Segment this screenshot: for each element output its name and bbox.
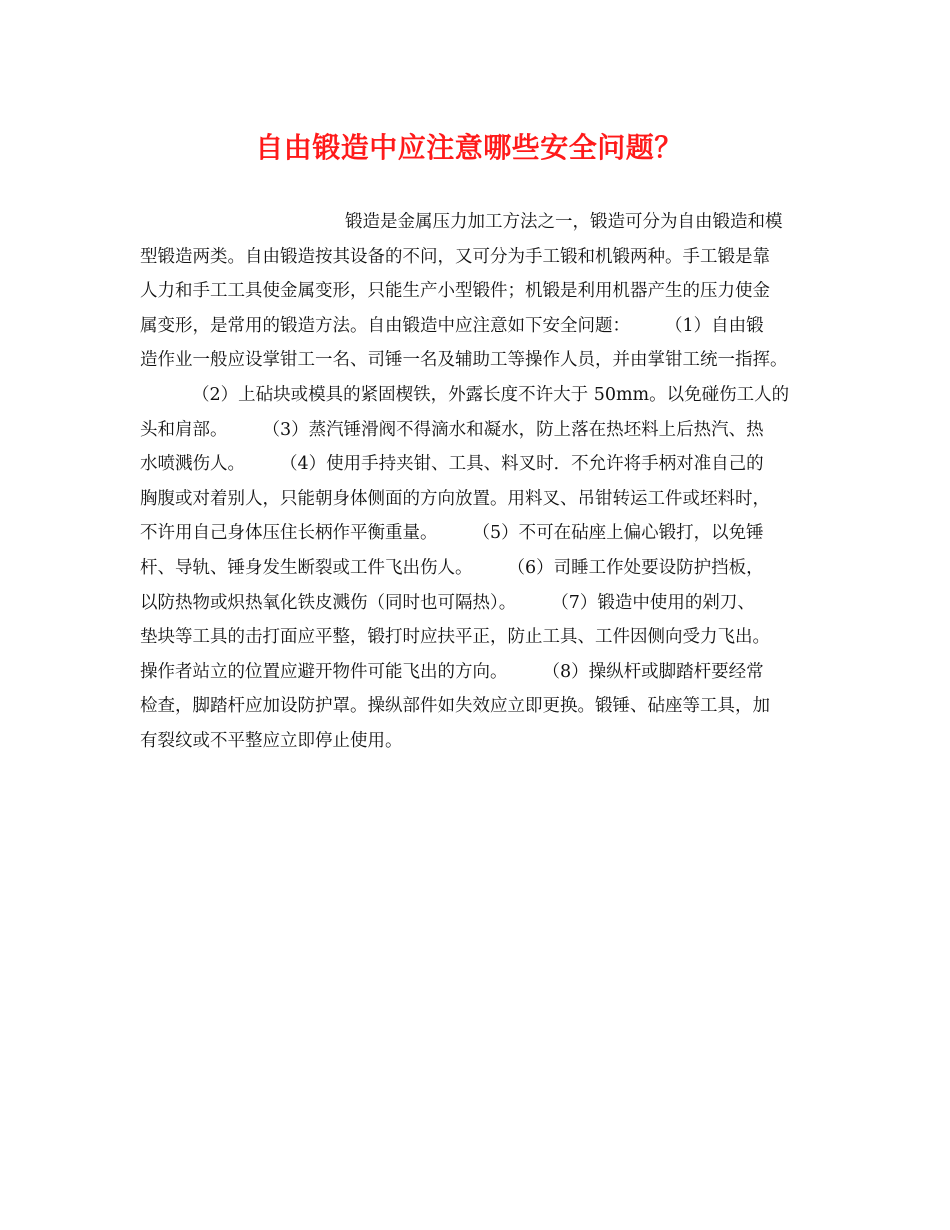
body-line: 型锻造两类。自由锻造按其设备的不问，又可分为手工锻和机锻两种。手工锻是靠: [140, 246, 770, 267]
body-line: （2）上砧块或模具的紧固楔铁，外露长度不许大于 50mm。以免碰伤工人的: [192, 384, 790, 405]
article-body: [140, 205, 816, 759]
body-line: 头和肩部。 （3）蒸汽锤滑阀不得滴水和凝水，防上落在热坯料上后热汽、热: [140, 419, 764, 440]
page-title: 自由锻造中应注意哪些安全问题？: [255, 131, 683, 164]
body-line: 锻造是金属压力加工方法之一，锻造可分为自由锻造和模: [345, 212, 783, 232]
body-line: 检查，脚踏杆应加设防护罩。操纵部件如失效应立即更换。锻锤、砧座等工具，加: [140, 696, 770, 717]
body-line: 操作者站立的位置应避开物件可能飞出的方向。 （8）操纵杆或脚踏杆要经常: [140, 661, 764, 682]
body-line: 人力和手工工具使金属变形，只能生产小型锻件；机锻是利用机器产生的压力使金: [140, 281, 770, 302]
body-line: 属变形，是常用的锻造方法。自由锻造中应注意如下安全问题： （1）自由锻: [140, 315, 764, 336]
body-line: 胸腹或对着别人，只能朝身体侧面的方向放置。用料叉、吊钳转运工件或坯料时，: [140, 488, 770, 509]
body-line: 以防热物或炽热氧化铁皮溅伤（同时也可隔热）。 （7）锻造中使用的剁刀、: [140, 592, 755, 613]
body-line: 有裂纹或不平整应立即停止使用。: [140, 730, 403, 751]
body-line: 不许用自己身体压住长柄作平衡重量。 （5）不可在砧座上偏心锻打，以免锤: [140, 523, 764, 544]
body-line: 垫块等工具的击打面应平整，锻打时应扶平正，防止工具、工件因侧向受力飞出。: [140, 627, 770, 648]
body-line: 杆、导轨、锤身发生断裂或工件飞出伤人。 （6）司睡工作处要设防护挡板，: [140, 557, 764, 578]
body-line: 造作业一般应设掌钳工一名、司锤一名及辅助工等操作人员，并由掌钳工统一指挥。: [140, 350, 788, 371]
body-line: 水喷溅伤人。 （4）使用手持夹钳、工具、料叉时．不允许将手柄对准自己的: [140, 454, 764, 475]
